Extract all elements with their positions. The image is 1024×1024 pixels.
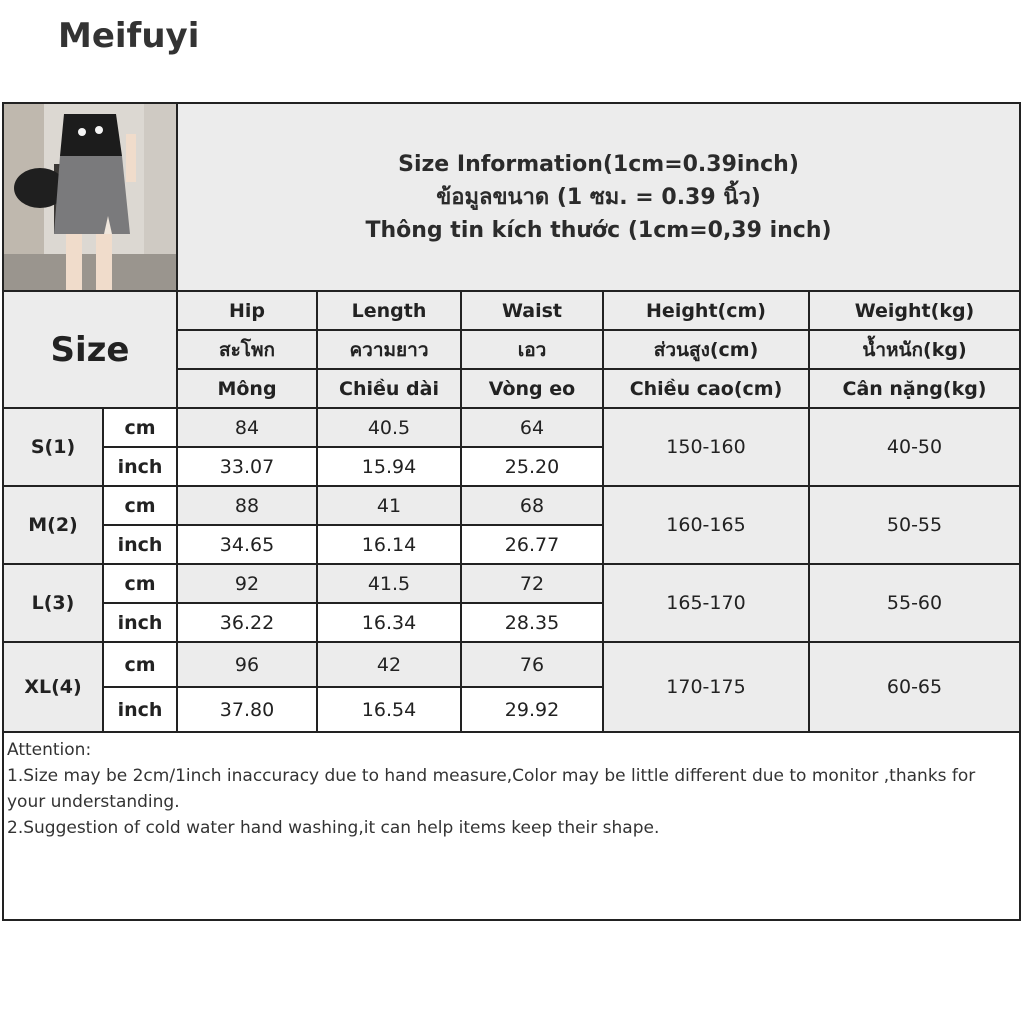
table-cell: 72 — [462, 565, 604, 604]
weight-range: 50-55 — [810, 487, 1019, 565]
unit-inch-label: inch — [104, 526, 178, 565]
header-hip-th: สะโพก — [178, 331, 318, 370]
table-cell: 42 — [318, 643, 462, 688]
weight-range: 40-50 — [810, 409, 1019, 487]
table-cell: 16.34 — [318, 604, 462, 643]
table-cell: 36.22 — [178, 604, 318, 643]
header-hip-vi: Mông — [178, 370, 318, 409]
table-cell: 29.92 — [462, 688, 604, 733]
header-height-en: Height(cm) — [604, 292, 810, 331]
size-chart — [2, 102, 1021, 921]
table-cell: 25.20 — [462, 448, 604, 487]
header-height-th: ส่วนสูง(cm) — [604, 331, 810, 370]
weight-range: 55-60 — [810, 565, 1019, 643]
title-vietnamese: Thông tin kích thước (1cm=0,39 inch) — [365, 217, 832, 243]
unit-inch-label: inch — [104, 604, 178, 643]
table-cell: 16.54 — [318, 688, 462, 733]
unit-cm-label: cm — [104, 409, 178, 448]
table-cell: 84 — [178, 409, 318, 448]
table-cell: 96 — [178, 643, 318, 688]
size-label-m: M(2) — [4, 487, 104, 565]
header-weight-th: น้ำหนัก(kg) — [810, 331, 1019, 370]
table-cell: 41 — [318, 487, 462, 526]
table-cell: 68 — [462, 487, 604, 526]
table-cell: 34.65 — [178, 526, 318, 565]
unit-inch-label: inch — [104, 448, 178, 487]
height-range: 165-170 — [604, 565, 810, 643]
brand-logo: Meifuyi — [58, 16, 200, 56]
size-information-title — [178, 104, 1019, 292]
height-range: 150-160 — [604, 409, 810, 487]
table-cell: 37.80 — [178, 688, 318, 733]
header-weight-vi: Cân nặng(kg) — [810, 370, 1019, 409]
unit-cm-label: cm — [104, 565, 178, 604]
attention-heading: Attention: — [7, 740, 92, 760]
size-label-s: S(1) — [4, 409, 104, 487]
header-waist-th: เอว — [462, 331, 604, 370]
table-cell: 28.35 — [462, 604, 604, 643]
table-cell: 15.94 — [318, 448, 462, 487]
header-hip-en: Hip — [178, 292, 318, 331]
size-column-header: Size — [4, 292, 178, 409]
table-cell: 92 — [178, 565, 318, 604]
title-english: Size Information(1cm=0.39inch) — [398, 151, 799, 177]
attention-note-2: 2.Suggestion of cold water hand washing,it can help items keep their shape. — [7, 818, 660, 838]
table-cell: 41.5 — [318, 565, 462, 604]
table-cell: 88 — [178, 487, 318, 526]
header-waist-vi: Vòng eo — [462, 370, 604, 409]
header-length-vi: Chiều dài — [318, 370, 462, 409]
skirt-model-image — [4, 104, 176, 290]
header-height-vi: Chiều cao(cm) — [604, 370, 810, 409]
height-range: 170-175 — [604, 643, 810, 733]
unit-inch-label: inch — [104, 688, 178, 733]
size-label-xl: XL(4) — [4, 643, 104, 733]
table-cell: 16.14 — [318, 526, 462, 565]
attention-note-1: 1.Size may be 2cm/1inch inaccuracy due to hand measure,Color may be little different due to monitor ,thanks for your understanding. — [7, 766, 976, 812]
unit-cm-label: cm — [104, 487, 178, 526]
header-length-en: Length — [318, 292, 462, 331]
table-cell: 76 — [462, 643, 604, 688]
header-waist-en: Waist — [462, 292, 604, 331]
product-photo — [4, 104, 178, 292]
table-cell: 40.5 — [318, 409, 462, 448]
size-label-l: L(3) — [4, 565, 104, 643]
table-cell: 33.07 — [178, 448, 318, 487]
weight-range: 60-65 — [810, 643, 1019, 733]
header-weight-en: Weight(kg) — [810, 292, 1019, 331]
title-thai: ข้อมูลขนาด (1 ซม. = 0.39 นิ้ว) — [436, 184, 761, 210]
unit-cm-label: cm — [104, 643, 178, 688]
table-cell: 64 — [462, 409, 604, 448]
table-cell: 26.77 — [462, 526, 604, 565]
header-length-th: ความยาว — [318, 331, 462, 370]
attention-notes — [4, 733, 1019, 919]
height-range: 160-165 — [604, 487, 810, 565]
